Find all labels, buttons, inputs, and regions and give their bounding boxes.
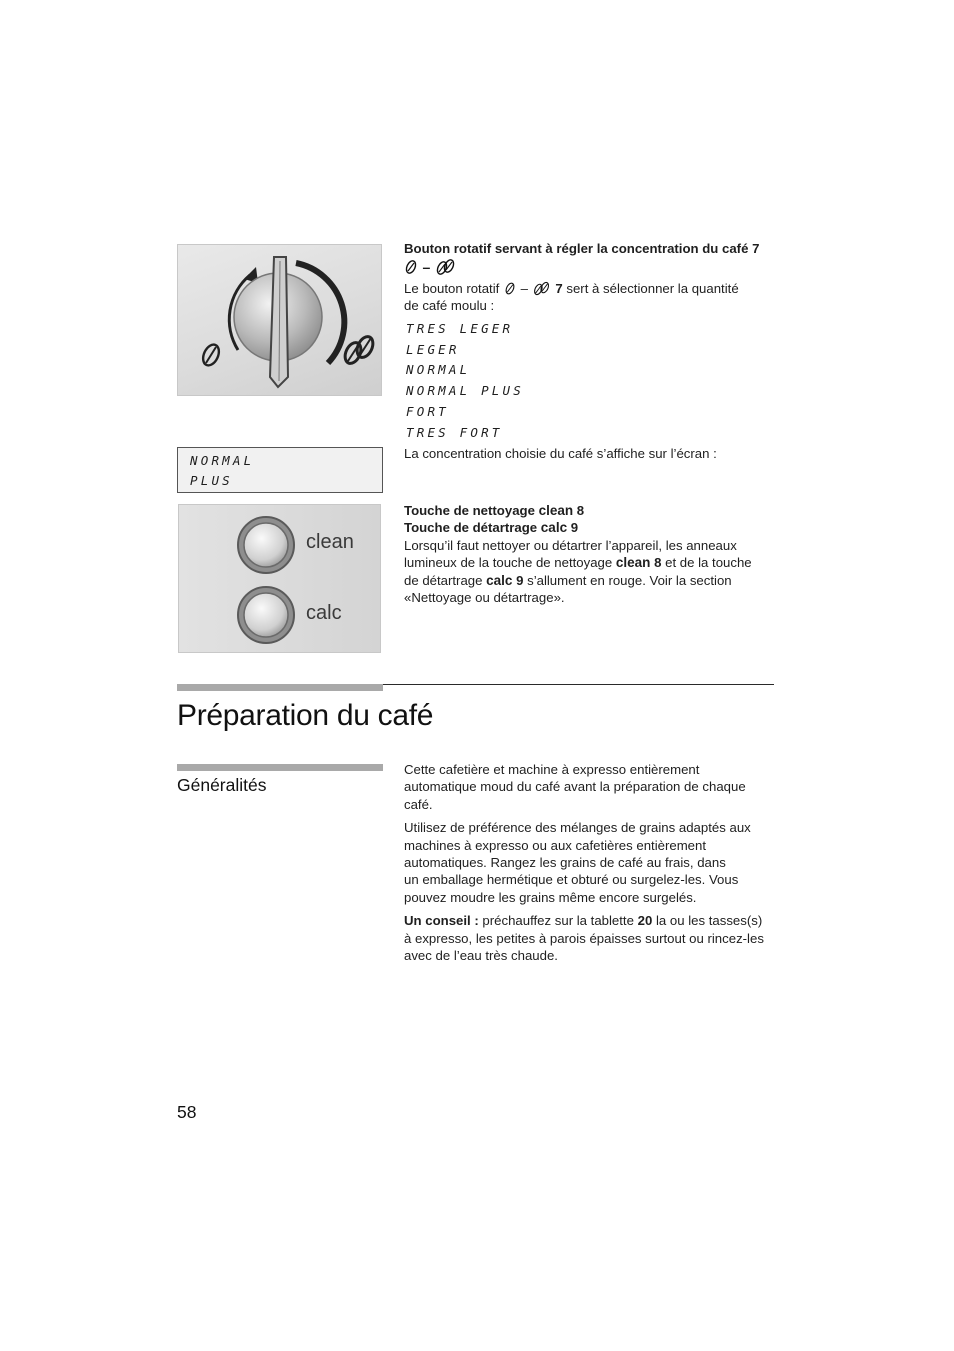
strength-knob-photo: [177, 244, 382, 396]
light-bean-icon: [200, 342, 222, 368]
calc-button-illustration: [238, 587, 294, 643]
strong-bean-icon: [435, 259, 457, 275]
clean-calc-description: Lorsqu’il faut nettoyer ou détartrer l’appareil, les anneaux lumineux de la touche de nettoyage clean 8 et de la touche de détartrage calc 9 s’allument en rouge. Voir la section «Nettoyage ou détartrage».: [404, 537, 752, 606]
section-rule-accent: [177, 684, 383, 691]
clean-calc-buttons-photo: [178, 504, 381, 653]
calc-key-title: Touche de détartrage calc 9: [404, 520, 579, 536]
clean-photo-label: clean: [306, 531, 354, 553]
paragraph: Cette cafetière et machine à expresso entièrement automatique moud du café avant la préparation de chaque café.: [404, 762, 746, 812]
subsection-title: Généralités: [177, 775, 267, 795]
knob-description: Le bouton rotatif – 7 sert à sélectionner la quantité de café moulu :: [404, 281, 739, 314]
light-bean-icon: [404, 259, 418, 275]
tip-paragraph: Un conseil : préchauffez sur la tablette 20 la ou les tasses(s) à expresso, les petites à parois épaisses surtout ou rincez-les avec de l’eau très chaude.: [404, 913, 764, 964]
clean-button-illustration: [238, 517, 294, 573]
buttons-illustration: [179, 505, 382, 654]
level-item: NORMAL: [406, 362, 471, 378]
rotary-knob-illustration: [178, 245, 383, 397]
section-title: Préparation du café: [177, 699, 434, 732]
display-line-2: PLUS: [190, 473, 233, 488]
level-item: TRES FORT: [406, 424, 503, 440]
clean-key-title: Touche de nettoyage clean 8: [404, 503, 585, 518]
clean-calc-section: [404, 502, 784, 606]
strength-level-list: [406, 319, 524, 443]
calc-photo-label: calc: [306, 602, 342, 624]
display-screen: [177, 447, 383, 493]
page-number: 58: [177, 1102, 197, 1122]
section-rule: [383, 684, 774, 685]
heading-dash: –: [422, 259, 431, 275]
display-note: La concentration choisie du café s’affiche sur l’écran :: [404, 446, 717, 461]
level-item: NORMAL PLUS: [406, 383, 524, 399]
strong-bean-icon: [342, 334, 376, 366]
knob-heading-symbols: [404, 259, 457, 279]
strong-bean-icon: [532, 281, 552, 296]
paragraph: Utilisez de préférence des mélanges de grains adaptés aux machines à expresso ou aux cafetières entièrement automatiques. Rangez les grains de café au frais, dans un emballage hermétique et obturé ou surgelez-les. Vous pouvez moudre les grains même encore surgelés.: [404, 820, 751, 905]
light-bean-icon: [503, 281, 517, 296]
level-item: LEGER: [406, 341, 460, 357]
subsection-rule: [177, 764, 383, 771]
display-line-1: NORMAL: [190, 453, 255, 468]
tip-label: Un conseil :: [404, 913, 479, 929]
general-body: [404, 761, 784, 964]
knob-heading: Bouton rotatif servant à régler la concentration du café 7: [404, 241, 760, 256]
level-item: FORT: [406, 403, 449, 419]
level-item: TRES LEGER: [406, 321, 514, 336]
